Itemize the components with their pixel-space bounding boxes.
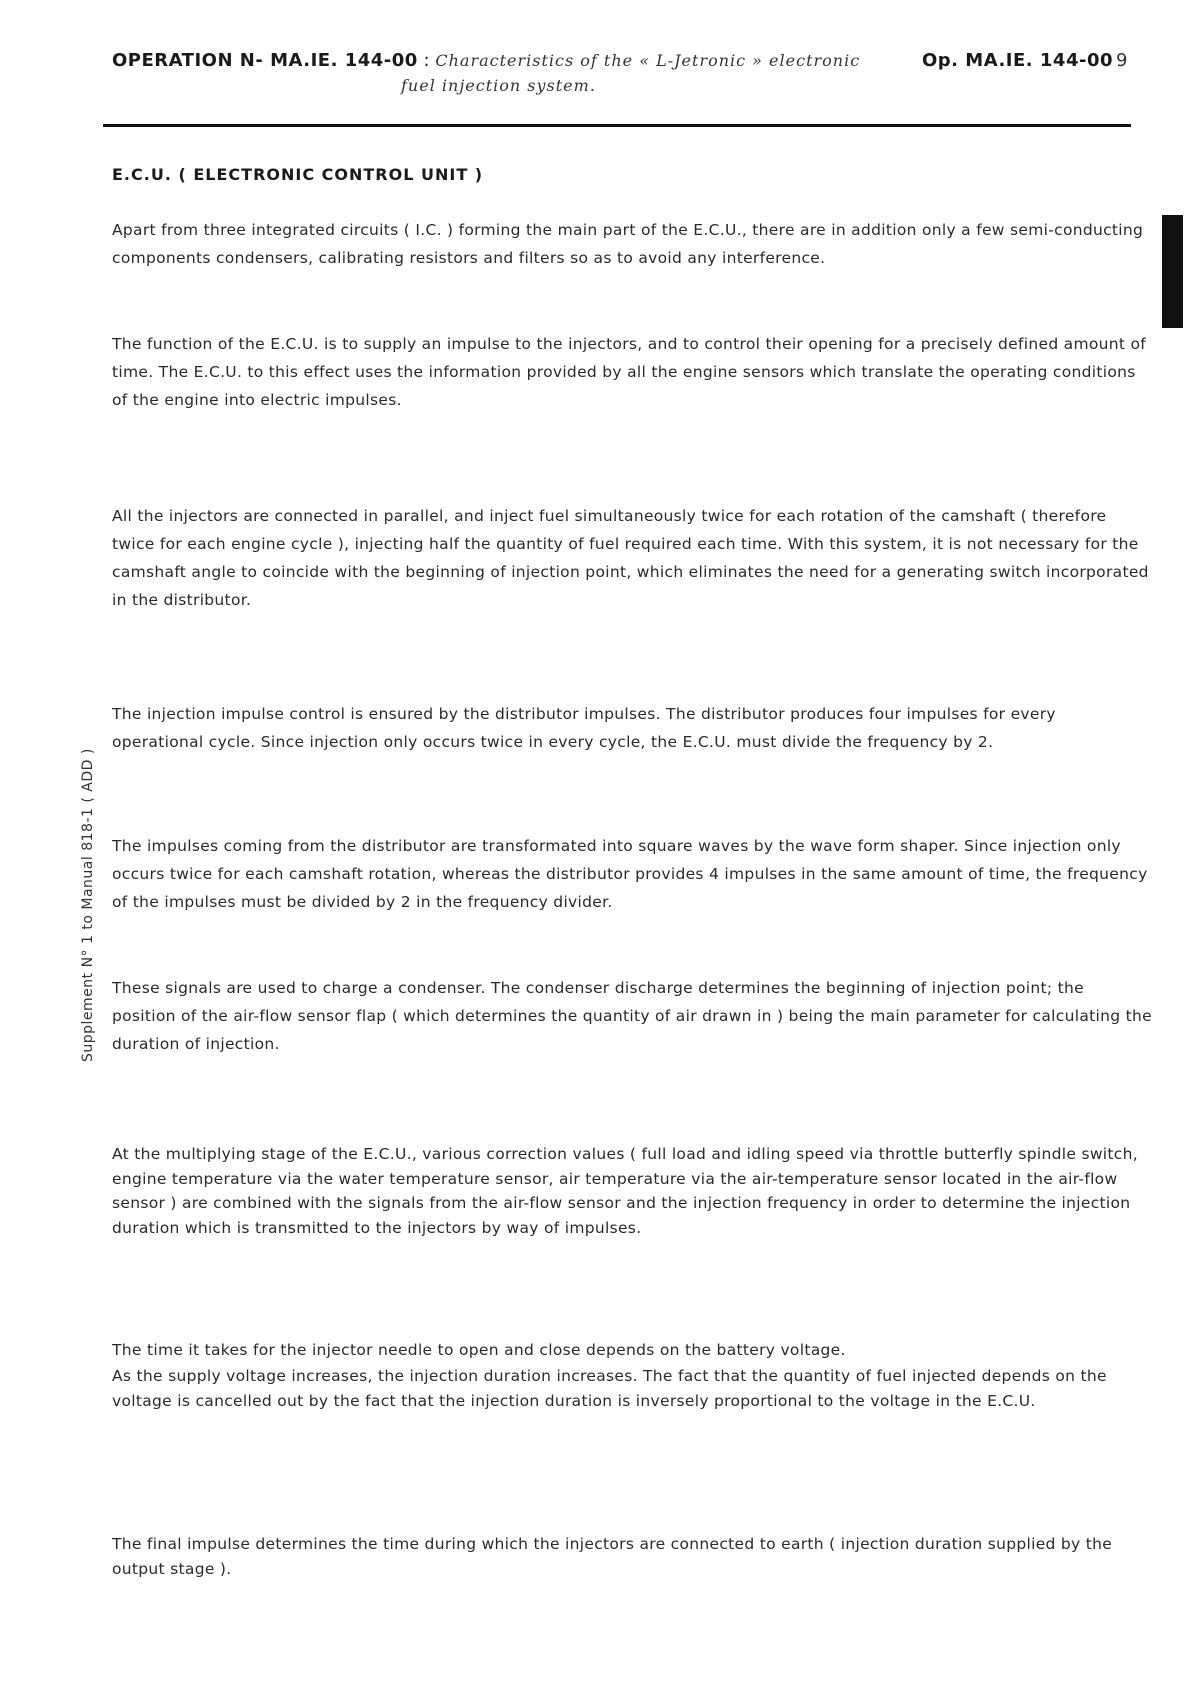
paragraph-impulse-control: The injection impulse control is ensured by the distributor impulses. The distributor produces four impulses for every operational cycle. Since injection only occurs twice in every cycle, the E.C.U. must divide the frequency by 2. — [112, 705, 1056, 751]
paragraph-supply-voltage: As the supply voltage increases, the injection duration increases. The fact that the quantity of fuel injected depends on the voltage is cancelled out by the fact that the injection duration is inversely proportional to the voltage in the E.C.U. — [112, 1367, 1107, 1410]
header-rule — [103, 124, 1131, 127]
operation-code: OPERATION N- MA.IE. 144-00 — [112, 50, 418, 71]
paragraph-ic-components: Apart from three integrated circuits ( I.C. ) forming the main part of the E.C.U., there are in addition only a few semi-conducting components condensers, calibrating resistors and filters so as to avoid any interference. — [112, 221, 1144, 267]
header-left — [112, 48, 860, 74]
document-title-line2: fuel injection system. — [401, 76, 596, 95]
paragraph-final-impulse: The final impulse determines the time during which the injectors are connected to earth ( injection duration supplied by the output stage ). — [112, 1535, 1113, 1578]
paragraph-square-waves: The impulses coming from the distributor are transformated into square waves by the wave form shaper. Since injection only occurs twice for each camshaft rotation, whereas the distributor provides 4 impulses in the same amount of time, the frequency of the impulses must be divided by 2 in the frequency divider. — [112, 837, 1148, 911]
paragraph-injector-needle: The time it takes for the injector needle to open and close depends on the battery voltage. — [112, 1341, 846, 1359]
paragraph-ecu-function: The function of the E.C.U. is to supply an impulse to the injectors, and to control their opening for a precisely defined amount of time. The E.C.U. to this effect uses the information provided by all the engine sensors which translate the operating conditions of the engine into electric impulses. — [112, 335, 1147, 409]
page-number: 9 — [1116, 50, 1128, 71]
supplement-side-note: Supplement N° 1 to Manual 818-1 ( ADD ) — [80, 748, 96, 1062]
document-title-line1: Characteristics of the « L-Jetronic » electronic — [435, 51, 861, 70]
header-separator: : — [423, 50, 430, 71]
margin-tab-marker — [1162, 215, 1183, 328]
paragraph-multiplying-stage: At the multiplying stage of the E.C.U., various correction values ( full load and idling speed via throttle butterfly spindle switch, engine temperature via the water temperature sensor, air temperature via the air-temperature sensor located in the air-flow sensor ) are combined with the signals from the air-flow sensor and the injection frequency in order to determine the injection duration which is transmitted to the injectors by way of impulses. — [112, 1145, 1138, 1237]
section-title: E.C.U. ( ELECTRONIC CONTROL UNIT ) — [112, 165, 484, 184]
paragraph-injectors-parallel: All the injectors are connected in parallel, and inject fuel simultaneously twice for each rotation of the camshaft ( therefore twice for each engine cycle ), injecting half the quantity of fuel required each time. With this system, it is not necessary for the camshaft angle to coincide with the beginning of injection point, which eliminates the need for a generating switch incorporated in the distributor. — [112, 507, 1149, 609]
operation-reference: Op. MA.IE. 144-00 — [922, 50, 1113, 71]
paragraph-condenser: These signals are used to charge a condenser. The condenser discharge determines the beginning of injection point; the position of the air-flow sensor flap ( which determines the quantity of air drawn in ) being the main parameter for calculating the duration of injection. — [112, 979, 1152, 1053]
